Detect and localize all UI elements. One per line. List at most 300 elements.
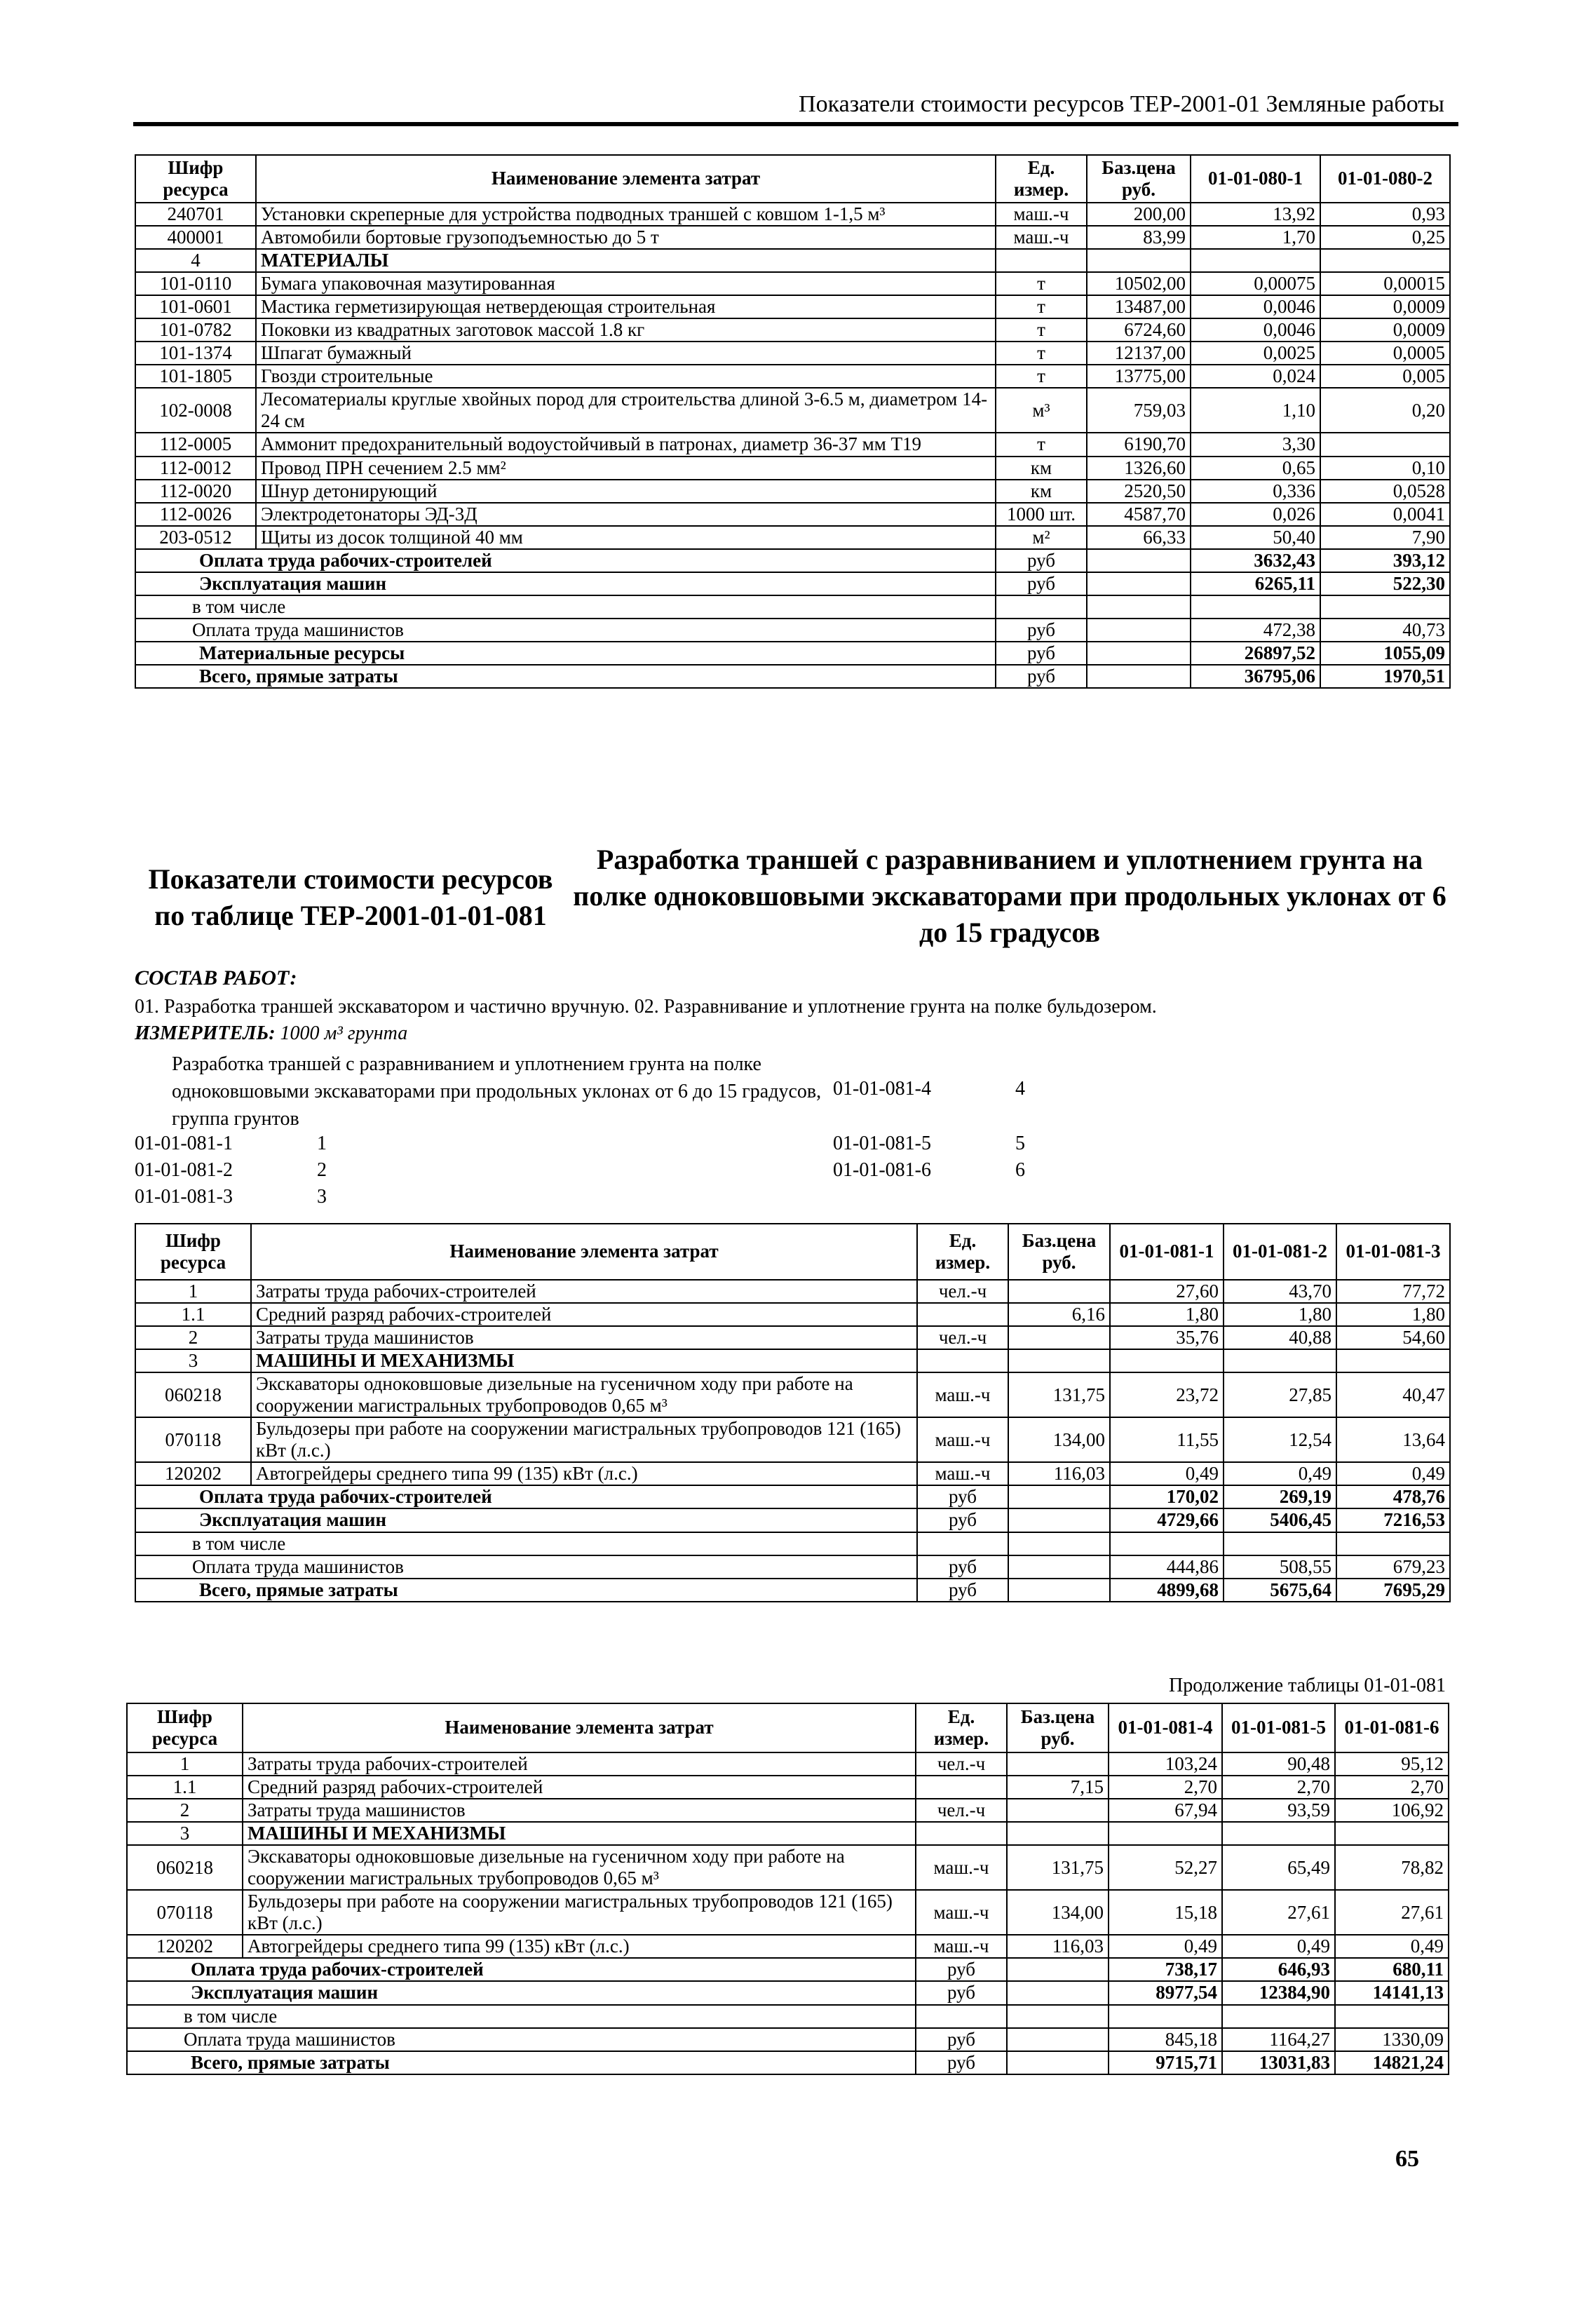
table-row	[135, 1280, 1450, 1303]
resource-name: Установки скреперные для устройства подводных траншей с ковшом 1-1,5 м³	[256, 203, 996, 226]
resource-value: 0,0528	[1320, 480, 1450, 503]
resource-unit	[996, 249, 1087, 272]
resource-price: 131,75	[1007, 1845, 1109, 1890]
resource-value	[1224, 1349, 1336, 1372]
resource-price	[1008, 1349, 1110, 1372]
resource-code: 101-1805	[135, 365, 256, 388]
resource-value: 0,10	[1320, 457, 1450, 480]
summary-row	[135, 595, 1450, 619]
resource-name: Экскаваторы одноковшовые дизельные на гусеничном ходу при работе на сооружении магистральных трубопроводов 0,65 м³	[243, 1845, 916, 1890]
summary-row	[135, 665, 1450, 688]
resource-value: 95,12	[1335, 1752, 1449, 1776]
resource-value	[1335, 1822, 1449, 1845]
summary-row	[135, 1508, 1450, 1532]
summary-price	[1007, 1958, 1109, 1981]
resource-price: 7,15	[1007, 1776, 1109, 1799]
resource-value: 52,27	[1109, 1845, 1222, 1890]
resource-value: 1,80	[1336, 1303, 1450, 1326]
summary-value: 5406,45	[1224, 1508, 1336, 1532]
summary-price	[1008, 1485, 1110, 1508]
summary-value: 4899,68	[1110, 1579, 1224, 1602]
resource-code: 112-0012	[135, 457, 256, 480]
resource-name: Автомобили бортовые грузоподъемностью до 5 т	[256, 226, 996, 249]
summary-value: 9715,71	[1109, 2051, 1222, 2074]
summary-price	[1007, 1981, 1109, 2004]
summary-value: 40,73	[1320, 619, 1450, 642]
table-row	[135, 1326, 1450, 1349]
summary-label: Эксплуатация машин	[135, 1508, 917, 1532]
resource-value	[1191, 249, 1320, 272]
summary-value: 522,30	[1320, 572, 1450, 595]
summary-value: 170,02	[1110, 1485, 1224, 1508]
summary-unit: руб	[996, 572, 1087, 595]
resource-code: 203-0512	[135, 526, 256, 549]
table-row	[135, 203, 1450, 226]
resource-name: МАТЕРИАЛЫ	[256, 249, 996, 272]
resource-value: 0,024	[1191, 365, 1320, 388]
resource-unit	[916, 1776, 1007, 1799]
resource-price: 134,00	[1008, 1417, 1110, 1462]
resource-value: 27,61	[1335, 1890, 1449, 1935]
summary-value	[1336, 1532, 1450, 1555]
summary-row	[135, 642, 1450, 665]
summary-value: 3632,43	[1191, 549, 1320, 572]
resource-price	[1008, 1280, 1110, 1303]
resource-value: 35,76	[1110, 1326, 1224, 1349]
resource-value: 27,61	[1222, 1890, 1335, 1935]
table-row	[127, 1799, 1449, 1822]
summary-price	[1007, 2028, 1109, 2051]
summary-value: 738,17	[1109, 1958, 1222, 1981]
resource-price: 1326,60	[1087, 457, 1191, 480]
resource-value: 0,0046	[1191, 295, 1320, 318]
measurement-unit	[135, 1022, 407, 1045]
resource-value: 13,92	[1191, 203, 1320, 226]
summary-price	[1007, 2005, 1109, 2028]
resource-unit: маш.-ч	[917, 1417, 1008, 1462]
col-header-name: Наименование элемента затрат	[243, 1703, 916, 1752]
table-row	[127, 1935, 1449, 1958]
summary-value: 13031,83	[1222, 2051, 1335, 2074]
summary-value	[1191, 595, 1320, 619]
resource-name: Электродетонаторы ЭД-3Д	[256, 503, 996, 526]
section-right-title: Разработка траншей с разравниванием и уплотнением грунта на полке одноковшовыми экскаваторами при продольных уклонах от 6 до 15 градусов	[573, 844, 1446, 948]
table-row	[127, 1890, 1449, 1935]
resource-value: 0,49	[1222, 1935, 1335, 1958]
resource-price: 6190,70	[1087, 433, 1191, 456]
resource-value: 2,70	[1222, 1776, 1335, 1799]
measurement-label: ИЗМЕРИТЕЛЬ:	[135, 1022, 276, 1044]
resource-price: 4587,70	[1087, 503, 1191, 526]
resource-name: Мастика герметизирующая нетвердеющая строительная	[256, 295, 996, 318]
resource-code: 1	[127, 1752, 243, 1776]
summary-unit: руб	[996, 549, 1087, 572]
resource-code: 101-0110	[135, 272, 256, 295]
resource-unit: чел.-ч	[917, 1326, 1008, 1349]
resource-unit	[916, 1822, 1007, 1845]
summary-value: 679,23	[1336, 1555, 1450, 1579]
resource-value: 78,82	[1335, 1845, 1449, 1890]
resource-value	[1110, 1349, 1224, 1372]
resource-value: 1,80	[1110, 1303, 1224, 1326]
resource-price: 13775,00	[1087, 365, 1191, 388]
resource-name: Средний разряд рабочих-строителей	[251, 1303, 917, 1326]
summary-value: 8977,54	[1109, 1981, 1222, 2004]
code-item: 01-01-081-2	[135, 1159, 233, 1181]
resource-value	[1109, 1822, 1222, 1845]
resource-value	[1336, 1349, 1450, 1372]
resource-value: 0,49	[1110, 1462, 1224, 1485]
summary-value: 478,76	[1336, 1485, 1450, 1508]
resource-code: 060218	[135, 1372, 251, 1417]
table-row	[127, 1752, 1449, 1776]
summary-label: в том числе	[127, 2005, 916, 2028]
table-row	[135, 1417, 1450, 1462]
section-left-title: Показатели стоимости ресурсов по таблице ТЕР-2001-01-01-081	[148, 863, 553, 931]
summary-price	[1008, 1555, 1110, 1579]
code-group: 1	[317, 1133, 327, 1154]
resource-value: 0,0005	[1320, 342, 1450, 365]
resource-price	[1087, 249, 1191, 272]
resource-value: 106,92	[1335, 1799, 1449, 1822]
header-title: Показатели стоимости ресурсов ТЕР-2001-01 Земляные работы	[799, 91, 1444, 117]
summary-value: 845,18	[1109, 2028, 1222, 2051]
summary-label: Оплата труда рабочих-строителей	[127, 1958, 916, 1981]
resource-value: 65,49	[1222, 1845, 1335, 1890]
resource-value: 54,60	[1336, 1326, 1450, 1349]
table-row	[127, 1776, 1449, 1799]
work-composition-text: 01. Разработка траншей экскаватором и частично вручную. 02. Разравнивание и уплотнение грунта на полке бульдозером.	[135, 996, 1157, 1018]
resource-unit: маш.-ч	[916, 1845, 1007, 1890]
resource-value: 0,49	[1336, 1462, 1450, 1485]
resource-value: 43,70	[1224, 1280, 1336, 1303]
resource-value: 103,24	[1109, 1752, 1222, 1776]
table-row	[135, 365, 1450, 388]
summary-value: 36795,06	[1191, 665, 1320, 688]
resource-unit: маш.-ч	[916, 1890, 1007, 1935]
resource-price: 66,33	[1087, 526, 1191, 549]
col-header-unit: Ед. измер.	[916, 1703, 1007, 1752]
resource-code: 060218	[127, 1845, 243, 1890]
col-header-code: Шифр ресурса	[135, 155, 256, 203]
table-row	[135, 1372, 1450, 1417]
table-row	[135, 226, 1450, 249]
continuation-note: Продолжение таблицы 01-01-081	[1168, 1675, 1446, 1696]
summary-price	[1087, 549, 1191, 572]
summary-label: Оплата труда машинистов	[135, 1555, 917, 1579]
resource-unit: т	[996, 365, 1087, 388]
summary-price	[1087, 619, 1191, 642]
summary-unit: руб	[916, 2028, 1007, 2051]
summary-row	[135, 572, 1450, 595]
resource-value: 67,94	[1109, 1799, 1222, 1822]
resource-value: 11,55	[1110, 1417, 1224, 1462]
table-row	[135, 1349, 1450, 1372]
resource-value: 0,005	[1320, 365, 1450, 388]
col-header-v1: 01-01-081-1	[1110, 1224, 1224, 1280]
resource-value: 2,70	[1109, 1776, 1222, 1799]
resource-value: 27,60	[1110, 1280, 1224, 1303]
summary-row	[135, 1555, 1450, 1579]
table-row	[135, 457, 1450, 480]
resource-value: 0,20	[1320, 388, 1450, 433]
col-header-price: Баз.цена руб.	[1007, 1703, 1109, 1752]
table-row	[135, 388, 1450, 433]
resource-unit: чел.-ч	[916, 1799, 1007, 1822]
resource-name: Затраты труда машинистов	[243, 1799, 916, 1822]
page-number: 65	[1395, 2146, 1419, 2172]
summary-value: 1970,51	[1320, 665, 1450, 688]
summary-price	[1087, 595, 1191, 619]
resource-unit: т	[996, 295, 1087, 318]
resource-unit: маш.-ч	[917, 1372, 1008, 1417]
work-description: Разработка траншей с разравниванием и уплотнением грунта на полке одноковшовыми экскаваторами при продольных уклонах от 6 до 15 градусов, группа грунтов	[172, 1053, 822, 1130]
work-composition-label: СОСТАВ РАБОТ:	[135, 966, 297, 989]
code-group: 4	[1015, 1078, 1025, 1100]
resource-value: 0,65	[1191, 457, 1320, 480]
summary-price	[1007, 2051, 1109, 2074]
resource-name: МАШИНЫ И МЕХАНИЗМЫ	[243, 1822, 916, 1845]
summary-unit: руб	[917, 1485, 1008, 1508]
summary-unit: руб	[916, 1958, 1007, 1981]
summary-value: 1330,09	[1335, 2028, 1449, 2051]
summary-value: 4729,66	[1110, 1508, 1224, 1532]
resource-name: Бумага упаковочная мазутированная	[256, 272, 996, 295]
resource-unit	[917, 1349, 1008, 1372]
summary-value: 7695,29	[1336, 1579, 1450, 1602]
resource-code: 1.1	[135, 1303, 251, 1326]
col-header-v2: 01-01-081-5	[1222, 1703, 1335, 1752]
resource-code: 070118	[135, 1417, 251, 1462]
summary-unit: руб	[917, 1579, 1008, 1602]
code-group: 2	[317, 1159, 327, 1181]
summary-label: Оплата труда машинистов	[127, 2028, 916, 2051]
resource-code: 120202	[127, 1935, 243, 1958]
resource-code: 400001	[135, 226, 256, 249]
summary-value	[1222, 2005, 1335, 2028]
summary-unit: руб	[996, 619, 1087, 642]
resource-price: 759,03	[1087, 388, 1191, 433]
resource-value: 15,18	[1109, 1890, 1222, 1935]
code-item: 01-01-081-6	[833, 1159, 931, 1181]
code-item: 01-01-081-3	[135, 1186, 233, 1208]
col-header-name: Наименование элемента затрат	[256, 155, 996, 203]
summary-label: Эксплуатация машин	[127, 1981, 916, 2004]
resource-name: МАШИНЫ И МЕХАНИЗМЫ	[251, 1349, 917, 1372]
summary-unit: руб	[917, 1508, 1008, 1532]
table-row	[135, 342, 1450, 365]
summary-label: Всего, прямые затраты	[135, 1579, 917, 1602]
summary-label: Эксплуатация машин	[135, 572, 996, 595]
resource-unit: м²	[996, 526, 1087, 549]
col-header-price: Баз.цена руб.	[1008, 1224, 1110, 1280]
resource-unit: т	[996, 272, 1087, 295]
resource-name: Гвозди строительные	[256, 365, 996, 388]
resource-code: 101-0601	[135, 295, 256, 318]
summary-value: 1055,09	[1320, 642, 1450, 665]
resource-name: Щиты из досок толщиной 40 мм	[256, 526, 996, 549]
resource-code: 240701	[135, 203, 256, 226]
summary-price	[1087, 642, 1191, 665]
table-row	[135, 480, 1450, 503]
summary-price	[1087, 665, 1191, 688]
resource-value	[1320, 433, 1450, 456]
summary-value: 14141,13	[1335, 1981, 1449, 2004]
summary-row	[135, 1485, 1450, 1508]
col-header-code: Шифр ресурса	[135, 1224, 251, 1280]
measurement-value: 1000 м³ грунта	[280, 1022, 408, 1044]
summary-value	[1224, 1532, 1336, 1555]
summary-value	[1335, 2005, 1449, 2028]
resource-value: 7,90	[1320, 526, 1450, 549]
summary-value: 26897,52	[1191, 642, 1320, 665]
resource-price	[1007, 1752, 1109, 1776]
resource-unit: т	[996, 433, 1087, 456]
resource-value: 1,80	[1224, 1303, 1336, 1326]
resource-value	[1222, 1822, 1335, 1845]
resource-value: 77,72	[1336, 1280, 1450, 1303]
resource-name: Автогрейдеры среднего типа 99 (135) кВт (л.с.)	[251, 1462, 917, 1485]
resource-name: Лесоматериалы круглые хвойных пород для строительства длиной 3-6.5 м, диаметром 14-24 см	[256, 388, 996, 433]
col-header-price: Баз.цена руб.	[1087, 155, 1191, 203]
resource-value: 0,00075	[1191, 272, 1320, 295]
table-row	[135, 1303, 1450, 1326]
summary-price	[1087, 572, 1191, 595]
resource-value	[1320, 249, 1450, 272]
resource-code: 101-0782	[135, 318, 256, 342]
resource-value: 0,49	[1335, 1935, 1449, 1958]
resource-price: 83,99	[1087, 226, 1191, 249]
resource-price	[1007, 1799, 1109, 1822]
resource-value: 23,72	[1110, 1372, 1224, 1417]
resource-code: 2	[127, 1799, 243, 1822]
summary-row	[127, 2051, 1449, 2074]
resource-unit: чел.-ч	[917, 1280, 1008, 1303]
table-row	[135, 249, 1450, 272]
table-row	[135, 318, 1450, 342]
summary-unit: руб	[916, 1981, 1007, 2004]
code-item: 01-01-081-1	[135, 1133, 233, 1154]
resource-price: 116,03	[1007, 1935, 1109, 1958]
summary-value: 393,12	[1320, 549, 1450, 572]
resource-price: 131,75	[1008, 1372, 1110, 1417]
resource-unit	[917, 1303, 1008, 1326]
resource-unit: 1000 шт.	[996, 503, 1087, 526]
table-row	[135, 1462, 1450, 1485]
resource-value: 0,0041	[1320, 503, 1450, 526]
resource-unit: км	[996, 457, 1087, 480]
table-row	[135, 503, 1450, 526]
resource-unit: маш.-ч	[996, 226, 1087, 249]
resource-value: 93,59	[1222, 1799, 1335, 1822]
summary-value: 7216,53	[1336, 1508, 1450, 1532]
resource-value: 0,49	[1109, 1935, 1222, 1958]
resource-name: Провод ПРН сечением 2.5 мм²	[256, 457, 996, 480]
summary-label: Оплата труда рабочих-строителей	[135, 1485, 917, 1508]
resource-price: 134,00	[1007, 1890, 1109, 1935]
summary-row	[135, 1532, 1450, 1555]
resource-price: 13487,00	[1087, 295, 1191, 318]
resource-name: Бульдозеры при работе на сооружении магистральных трубопроводов 121 (165) кВт (л.с.)	[243, 1890, 916, 1935]
table-row	[127, 1845, 1449, 1890]
summary-row	[135, 549, 1450, 572]
summary-label: Всего, прямые затраты	[127, 2051, 916, 2074]
resource-price	[1007, 1822, 1109, 1845]
resource-code: 101-1374	[135, 342, 256, 365]
resource-value: 0,0025	[1191, 342, 1320, 365]
summary-value: 12384,90	[1222, 1981, 1335, 2004]
resource-value: 0,93	[1320, 203, 1450, 226]
resource-value: 0,00015	[1320, 272, 1450, 295]
summary-unit	[916, 2005, 1007, 2028]
resource-value: 0,49	[1224, 1462, 1336, 1485]
resource-code: 120202	[135, 1462, 251, 1485]
resource-code: 112-0020	[135, 480, 256, 503]
resource-name: Бульдозеры при работе на сооружении магистральных трубопроводов 121 (165) кВт (л.с.)	[251, 1417, 917, 1462]
summary-value: 6265,11	[1191, 572, 1320, 595]
summary-label: Оплата труда рабочих-строителей	[135, 549, 996, 572]
resource-unit: маш.-ч	[916, 1935, 1007, 1958]
col-header-name: Наименование элемента затрат	[251, 1224, 917, 1280]
table-row	[135, 295, 1450, 318]
summary-label: Материальные ресурсы	[135, 642, 996, 665]
summary-value: 5675,64	[1224, 1579, 1336, 1602]
resource-code: 112-0026	[135, 503, 256, 526]
resource-value: 0,0046	[1191, 318, 1320, 342]
code-group: 5	[1015, 1133, 1025, 1154]
resource-code: 070118	[127, 1890, 243, 1935]
resource-value: 2,70	[1335, 1776, 1449, 1799]
resource-name: Затраты труда машинистов	[251, 1326, 917, 1349]
summary-unit: руб	[996, 665, 1087, 688]
resource-price: 6,16	[1008, 1303, 1110, 1326]
resource-table-080	[135, 154, 1451, 689]
resource-price: 12137,00	[1087, 342, 1191, 365]
resource-price: 6724,60	[1087, 318, 1191, 342]
summary-unit: руб	[916, 2051, 1007, 2074]
resource-name: Шнур детонирующий	[256, 480, 996, 503]
resource-value: 27,85	[1224, 1372, 1336, 1417]
summary-value: 508,55	[1224, 1555, 1336, 1579]
summary-label: Всего, прямые затраты	[135, 665, 996, 688]
summary-label: в том числе	[135, 595, 996, 619]
resource-value: 50,40	[1191, 526, 1320, 549]
summary-value: 472,38	[1191, 619, 1320, 642]
resource-table-081-part2	[126, 1703, 1449, 2075]
table-row	[127, 1822, 1449, 1845]
table-row	[135, 433, 1450, 456]
code-item: 01-01-081-4	[833, 1078, 931, 1100]
col-header-v2: 01-01-081-2	[1224, 1224, 1336, 1280]
col-header-v1: 01-01-080-1	[1191, 155, 1320, 203]
code-item: 01-01-081-5	[833, 1133, 931, 1154]
code-group: 6	[1015, 1159, 1025, 1181]
resource-value: 3,30	[1191, 433, 1320, 456]
col-header-code: Шифр ресурса	[127, 1703, 243, 1752]
resource-value: 0,25	[1320, 226, 1450, 249]
summary-row	[127, 2028, 1449, 2051]
resource-unit: км	[996, 480, 1087, 503]
resource-value: 1,10	[1191, 388, 1320, 433]
resource-price: 10502,00	[1087, 272, 1191, 295]
summary-value	[1110, 1532, 1224, 1555]
col-header-v1: 01-01-081-4	[1109, 1703, 1222, 1752]
summary-unit	[917, 1532, 1008, 1555]
summary-unit: руб	[996, 642, 1087, 665]
code-group: 3	[317, 1186, 327, 1208]
resource-name: Шпагат бумажный	[256, 342, 996, 365]
resource-price: 2520,50	[1087, 480, 1191, 503]
